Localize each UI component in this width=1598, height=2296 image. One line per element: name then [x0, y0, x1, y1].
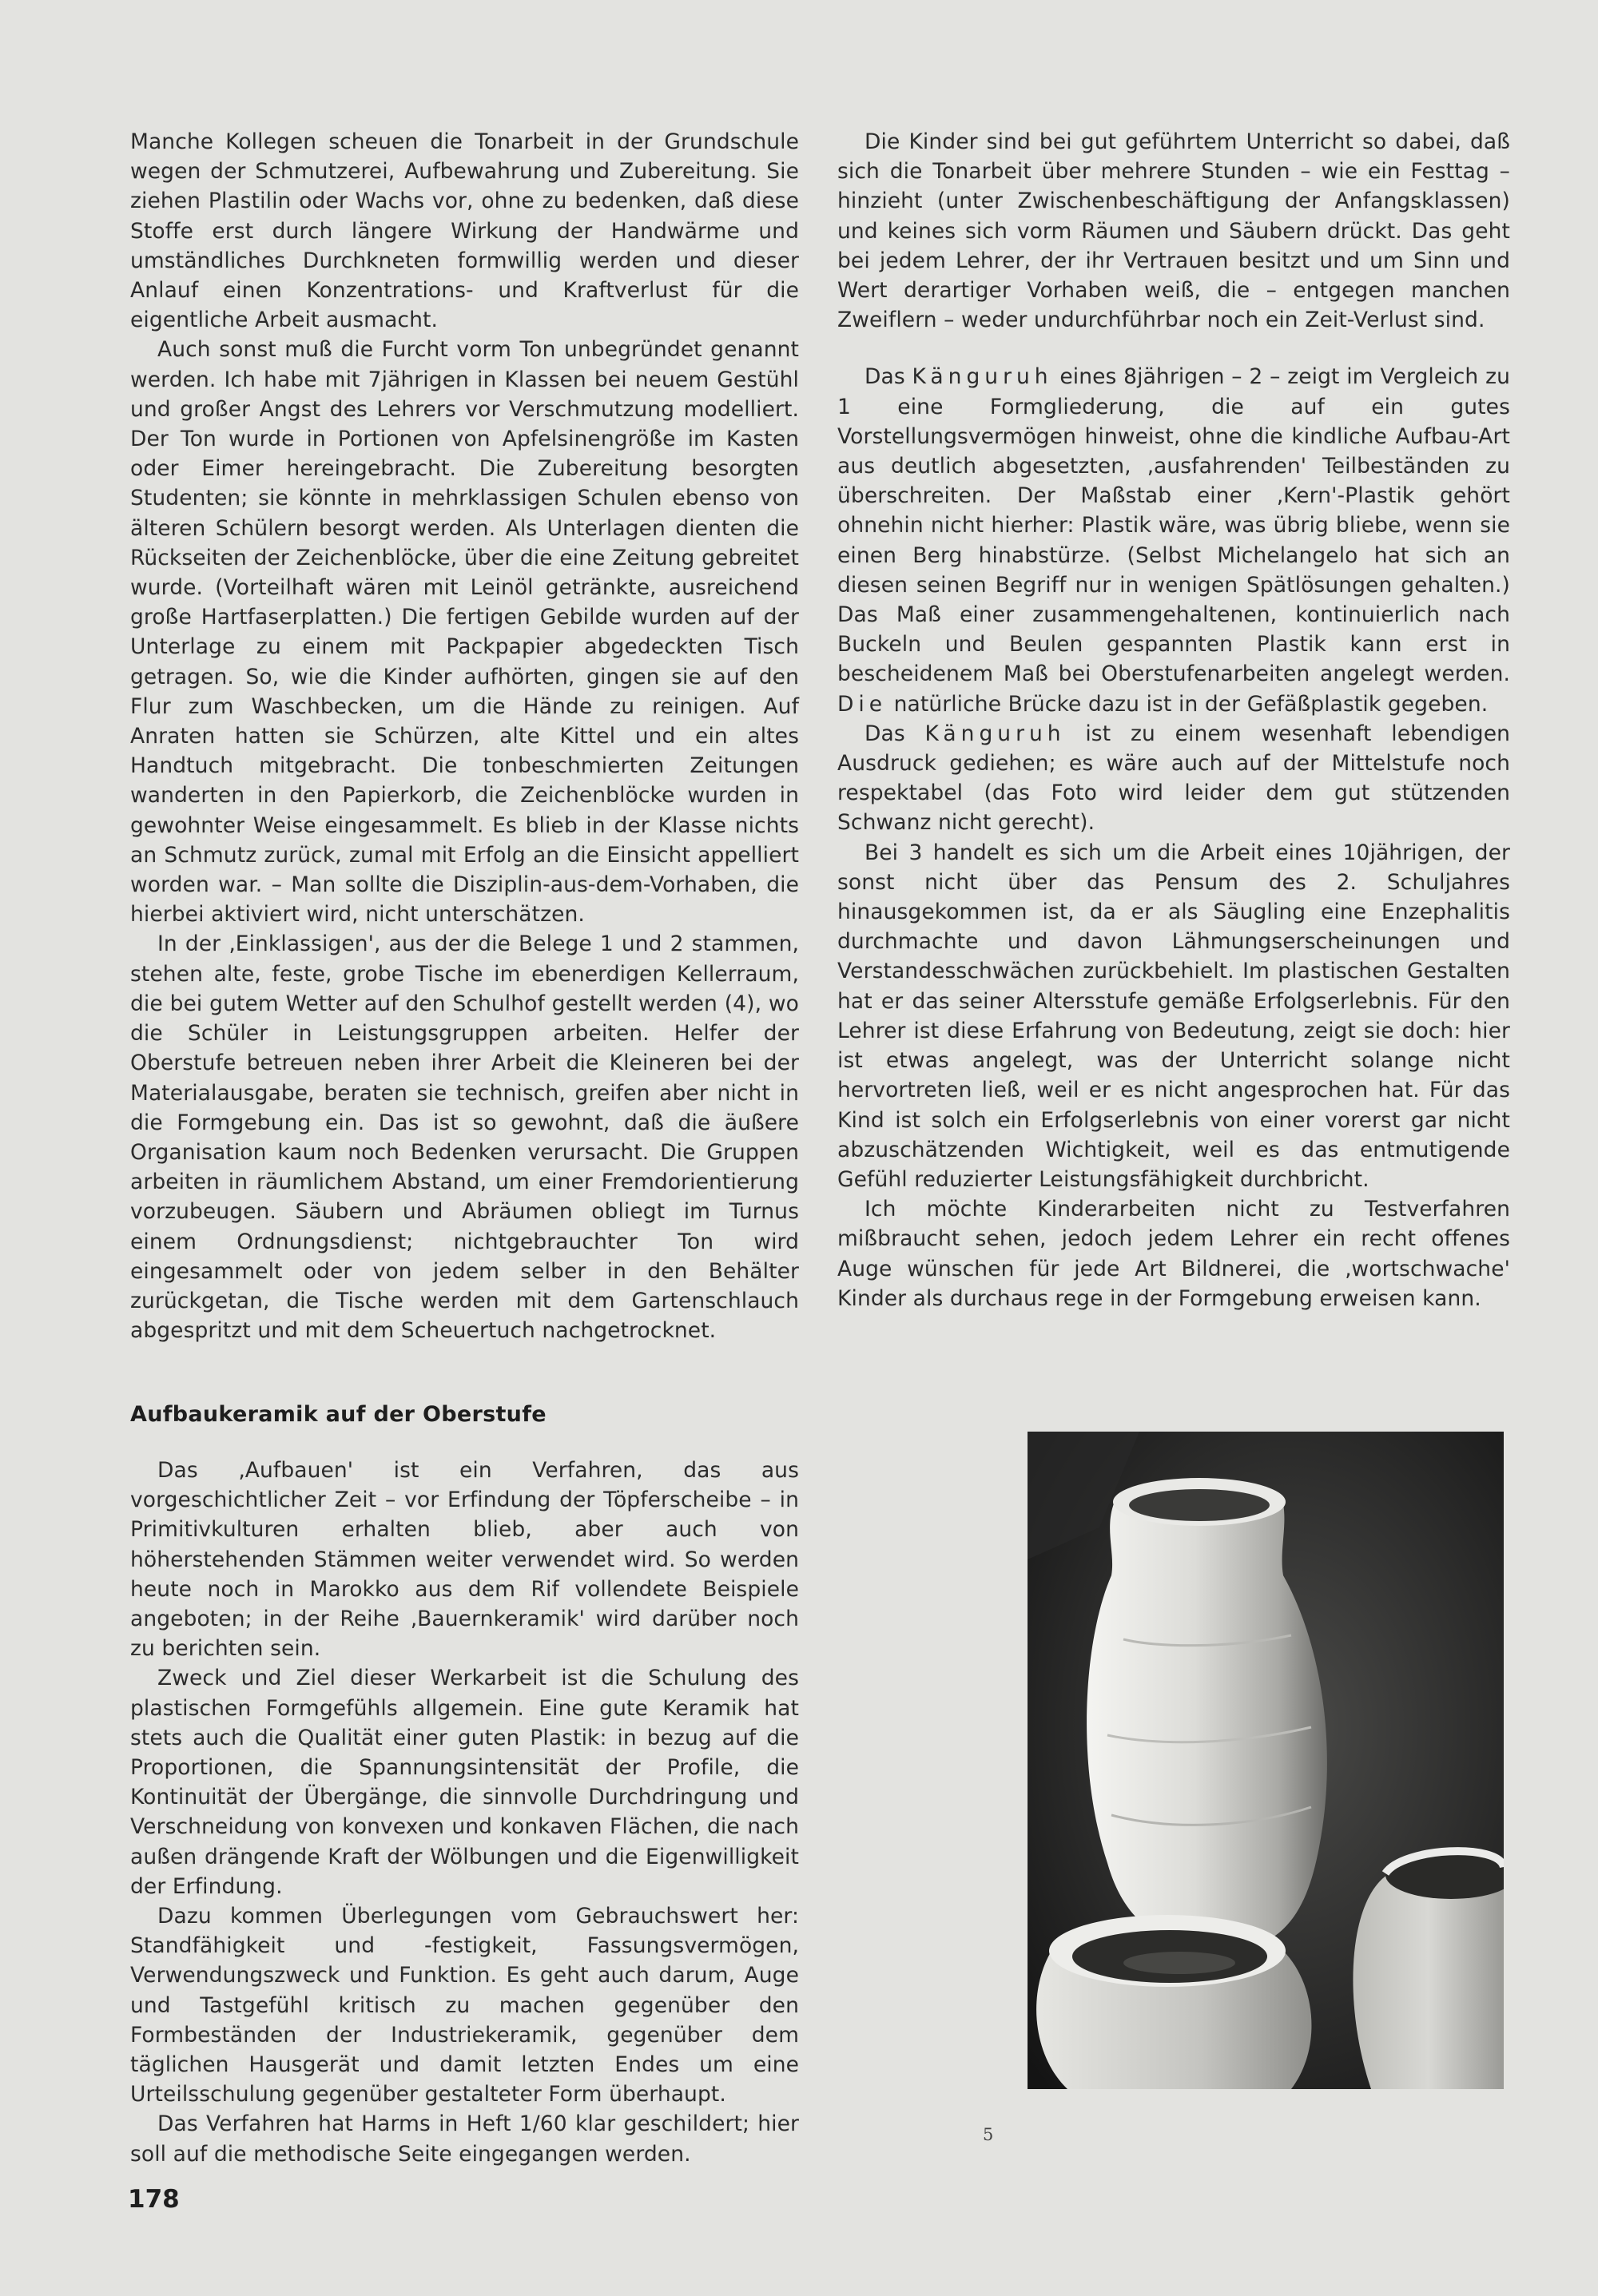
paragraph: In der ‚Einklassigen', aus der die Belege 1 und 2 stammen, stehen alte, feste, grobe Tische im ebenerdigen Kellerraum, die bei gutem Wetter auf den Schulhof gestellt werden (4), wo die Schüler in Leistungsgruppen arbeiten. Helfer der Oberstufe betreuen neben ihrer Arbeit die Kleineren bei der Materialausgabe, beraten sie technisch, greifen aber nicht in die Formgebung ein. Das ist so gewohnt, daß die äußere Organisation kaum noch Bedenken verursacht. Die Gruppen arbeiten in räumlichem Abstand, um einer Fremdorientierung vorzubeugen. Säubern und Abräumen obliegt im Turnus einem Ordnungsdienst; nichtgebrauchter Ton wird eingesammelt oder von jedem selber in den Behälter zurückgetan, die Tische werden mit dem Gartenschlauch abgespritzt und mit dem Scheuertuch nachgetrocknet.	[130, 932, 799, 1344]
paragraph: Ich möchte Kinderarbeiten nicht zu Testverfahren mißbraucht sehen, jedoch jedem Lehrer ein recht offenes Auge wünschen für jede Art Bildnerei, die ‚wortschwache' Kinder als durchaus rege in der Formgebung erweisen kann.	[837, 1197, 1510, 1311]
paragraph: Zweck und Ziel dieser Werkarbeit ist die Schulung des plastischen Formgefühls allgemein. Eine gute Keramik hat stets auch die Qualität einer guten Plastik: in bezug auf die Proportionen, die Spannungsintensität der Profile, die Kontinuität der Übergänge, die sinnvolle Durchdringung und Verschneidung von konvexen und konkaven Flächen, die nach außen drängende Kraft der Wölbungen und die Eigenwilligkeit der Erfindung.	[130, 1666, 799, 1899]
emphasized-word: Känguruh	[912, 364, 1053, 390]
paragraph: Das ‚Aufbauen' ist ein Verfahren, das aus vorgeschichtlicher Zeit – vor Erfindung der Töpferscheibe – in Primitivkulturen erhalten blieb, aber auch von höherstehenden Stämmen weiter verwendet wird. So werden heute noch in Marokko aus dem Rif vollendete Beispiele angeboten; in der Reihe ‚Bauernkeramik' wird darüber noch zu berichten sein.	[130, 1458, 799, 1662]
figure-number: 5	[983, 2125, 994, 2144]
page-number: 178	[128, 2185, 180, 2214]
paragraph: Die Kinder sind bei gut geführtem Unterricht so dabei, daß sich die Tonarbeit über mehrere Stunden – wie ein Festtag – hinzieht (unter Zwischenbeschäftigung der Anfangsklassen) und keines sich vorm Räumen und Säubern drückt. Das geht bei jedem Lehrer, der ihr Vertrauen besitzt und um Sinn und Wert derartiger Vorhaben weiß, die – entgegen manchen Zweiflern – weder undurchführbar noch ein Zeit-Verlust sind.	[837, 129, 1510, 333]
paragraph: Dazu kommen Überlegungen vom Gebrauchswert her: Standfähigkeit und -festigkeit, Fassungsvermögen, Verwendungszweck und Funktion. Es geht auch darum, Auge und Tastgefühl kritisch zu machen gegenüber den Formbeständen der Industriekeramik, gegenüber dem täglichen Hausgerät und damit letzten Endes um eine Urteilsschulung gegenüber gestalteter Form überhaupt.	[130, 1904, 799, 2107]
left-text-column	[130, 127, 799, 1345]
emphasized-word: Känguruh	[924, 721, 1066, 746]
section-text-column	[130, 1456, 799, 2169]
paragraph: Manche Kollegen scheuen die Tonarbeit in der Grundschule wegen der Schmutzerei, Aufbewahrung und Zubereitung. Sie ziehen Plastilin oder Wachs vor, ohne zu bedenken, daß diese Stoffe erst durch längere Wirkung der Handwärme und umständliches Durchkneten formwillig werden und dieser Anlauf einen Konzentrations- und Kraftverlust für die eigentliche Arbeit ausmacht.	[130, 129, 799, 333]
emphasized-word: Die	[837, 691, 888, 717]
right-text-column	[837, 127, 1510, 1313]
right-pot	[1353, 1851, 1504, 2089]
paragraph: Bei 3 handelt es sich um die Arbeit eines 10jährigen, der sonst nicht über das Pensum des 2. Schuljahres hinausgekommen ist, da er als Säugling eine Enzephalitis durchmachte und davon Lähmungserscheinungen und Verstandesschwächen zurückbehielt. Im plastischen Gestalten hat er das seiner Altersstufe gemäße Erfolgserlebnis. Für den Lehrer ist diese Erfahrung von Bedeutung, zeigt sie doch: hier ist etwas angelegt, was der Unterricht solange nicht hervortreten ließ, weil er es nicht angesprochen hat. Für das Kind ist solch ein Erfolgserlebnis von einer vorerst gar nicht abzuschätzenden Wichtigkeit, weil es das entmutigende Gefühl reduzierter Leistungsfähigkeit durchbricht.	[837, 840, 1510, 1192]
pottery-photo	[1028, 1432, 1504, 2089]
section-heading: Aufbaukeramik auf der Oberstufe	[130, 1402, 547, 1427]
front-bowl	[1036, 1915, 1311, 2089]
paragraph: Das Verfahren hat Harms in Heft 1/60 klar geschildert; hier soll auf die methodische Seite eingegangen werden.	[130, 2111, 799, 2167]
paragraph: Das Känguruh ist zu einem wesenhaft lebendigen Ausdruck gediehen; es wäre auch auf der Mittelstufe noch respektabel (das Foto wird leider dem gut stützenden Schwanz nicht gerecht).	[837, 721, 1510, 836]
paragraph: Das Känguruh eines 8jährigen – 2 – zeigt im Vergleich zu 1 eine Formgliederung, die auf ein gutes Vorstellungsvermögen hinweist, ohne die kindliche Aufbau-Art aus deutlich abgesetzten, ‚ausfahrenden' Teilbeständen zu überschreiten. Der Maßstab einer ‚Kern'-Plastik gehört ohnehin nicht hierher: Plastik wäre, was übrig bliebe, wenn sie einen Berg hinabstürze. (Selbst Michelangelo hat sich an diesen seinen Begriff nur in wenigen Spätlösungen gehalten.) Das Maß einer zusammengehaltenen, kontinuierlich nach Buckeln und Beulen gespannten Plastik kann erst in bescheidenem Maß bei Oberstufenarbeiten angelegt werden. Die natürliche Brücke dazu ist in der Gefäßplastik gegeben.	[837, 364, 1510, 717]
paragraph: Auch sonst muß die Furcht vorm Ton unbegründet genannt werden. Ich habe mit 7jährigen in Klassen bei neuem Gestühl und großer Angst des Lehrers vor Verschmutzung modelliert. Der Ton wurde in Portionen von Apfelsinengröße im Kasten oder Eimer hereingebracht. Die Zubereitung besorgten Studenten; sie könnte in mehrklassigen Schulen ebenso von älteren Schülern besorgt werden. Als Unterlagen dienten die Rückseiten der Zeichenblöcke, über die eine Zeitung gebreitet wurde. (Vorteilhaft wären mit Leinöl getränkte, ausreichend große Hartfaserplatten.) Die fertigen Gebilde wurden auf der Unterlage zu einem mit Packpapier abgedeckten Tisch getragen. So, wie die Kinder aufhörten, gingen sie auf den Flur zum Waschbecken, um die Hände zu reinigen. Auf Anraten hatten sie Schürzen, alte Kittel und ein altes Handtuch mitgebracht. Die tonbeschmierten Zeitungen wanderten in den Papierkorb, die Zeichenblöcke wurden in gewohnter Weise eingesammelt. Es blieb in der Klasse nichts an Schmutz zurück, zumal mit Erfolg an die Einsicht appelliert worden war. – Man sollte die Disziplin-aus-dem-Vorhaben, die hierbei aktiviert wird, nicht unterschätzen.	[130, 337, 799, 928]
